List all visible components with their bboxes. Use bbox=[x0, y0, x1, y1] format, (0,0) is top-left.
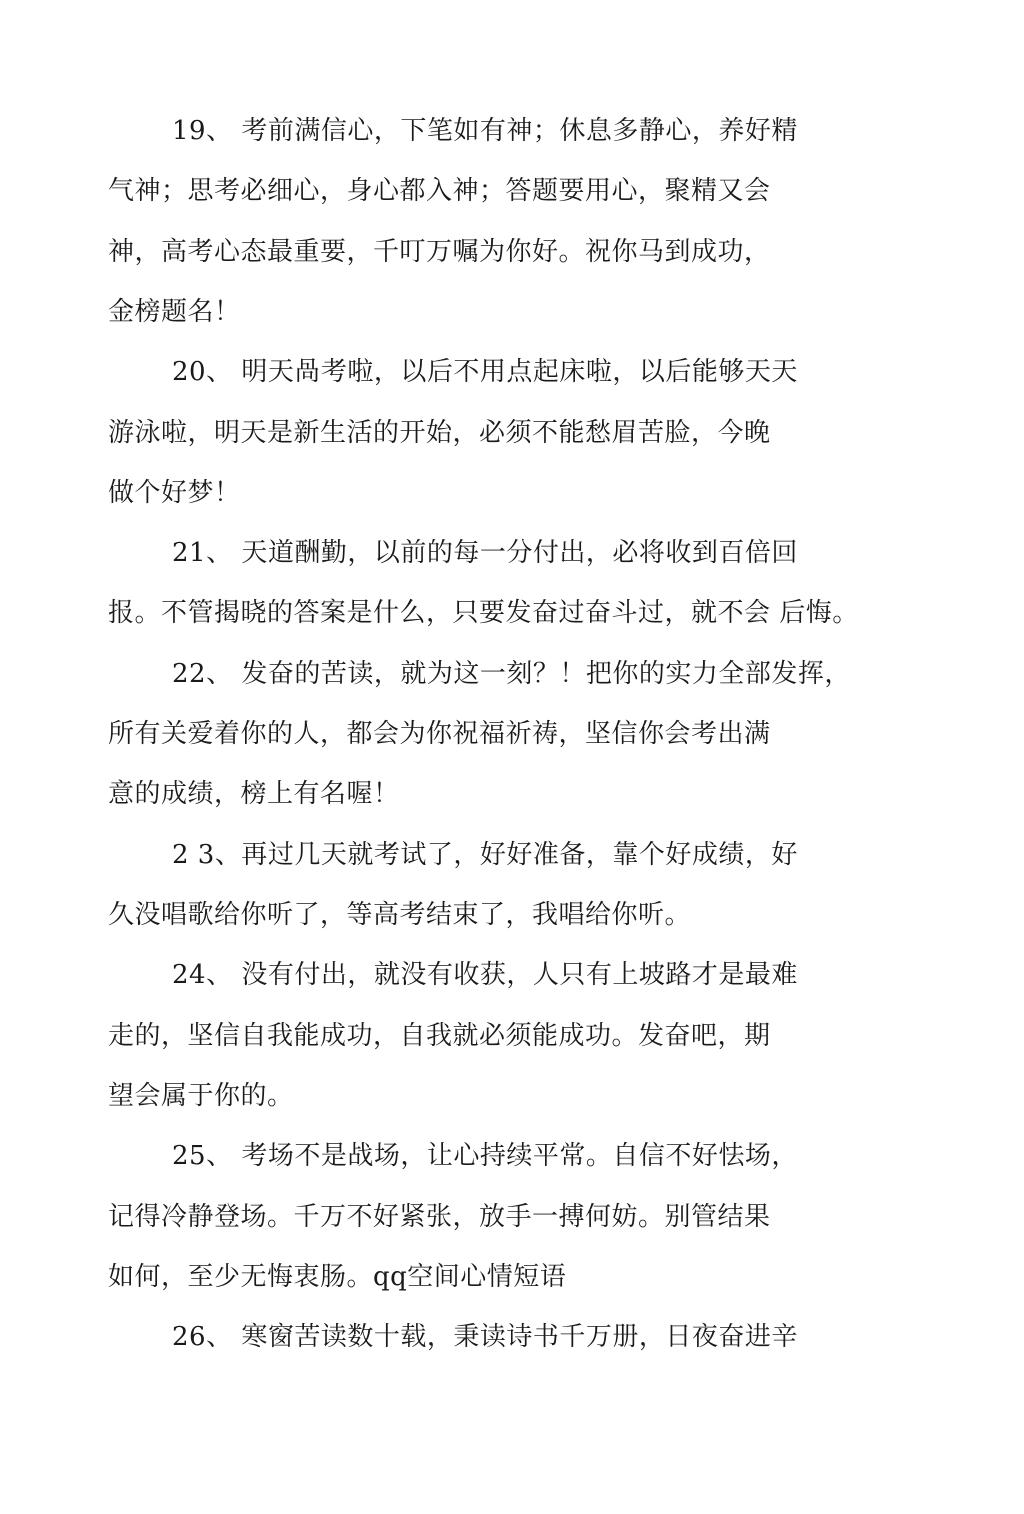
text-line: 22、 发奋的苦读，就为这一刻？！把你的实力全部发挥， bbox=[172, 659, 851, 689]
text-line: 20、 明天咼考啦，以后不用点起床啦，以后能够天天 bbox=[172, 357, 798, 387]
text-line: 游泳啦，明天是新生活的开始，必须不能愁眉苦脸，今晚 bbox=[108, 418, 771, 448]
text-line: 金榜题名！ bbox=[108, 297, 241, 327]
text-line: 意的成绩，榜上有名喔！ bbox=[108, 779, 400, 809]
text-line: 做个好梦！ bbox=[108, 478, 241, 508]
text-line: 气神；思考必细心，身心都入神；答题要用心，聚精又会 bbox=[108, 176, 771, 206]
text-line: 25、 考场不是战场，让心持续平常。自信不好怯场， bbox=[172, 1141, 798, 1171]
text-line: 记得冷静登场。千万不好紧张，放手一搏何妨。别管结果 bbox=[108, 1202, 771, 1232]
text-line: 如何，至少无悔衷肠。qq空间心情短语 bbox=[108, 1262, 567, 1292]
text-line: 所有关爱着你的人，都会为你祝福祈祷，坚信你会考出满 bbox=[108, 719, 771, 749]
text-line: 24、 没有付出，就没有收获，人只有上坡路才是最难 bbox=[172, 960, 798, 990]
text-line: 神，高考心态最重要，千叮万嘱为你好。祝你马到成功， bbox=[108, 237, 771, 267]
text-line: 走的，坚信自我能成功，自我就必须能成功。发奋吧，期 bbox=[108, 1021, 771, 1051]
text-line: 久没唱歌给你听了，等高考结束了，我唱给你听。 bbox=[108, 900, 692, 930]
text-line: 2 3、再过几天就考试了，好好准备，靠个好成绩，好 bbox=[172, 840, 798, 870]
text-line: 26、 寒窗苦读数十载，秉读诗书千万册，日夜奋进辛 bbox=[172, 1322, 798, 1352]
text-line: 21、 天道酬勤，以前的每一分付出，必将收到百倍回 bbox=[172, 538, 798, 568]
text-line: 报。不管揭晓的答案是什么，只要发奋过奋斗过，就不会 后悔。 bbox=[108, 598, 859, 628]
text-line: 19、 考前满信心，下笔如有神；休息多静心，养好精 bbox=[172, 116, 798, 146]
text-line: 望会属于你的。 bbox=[108, 1081, 294, 1111]
